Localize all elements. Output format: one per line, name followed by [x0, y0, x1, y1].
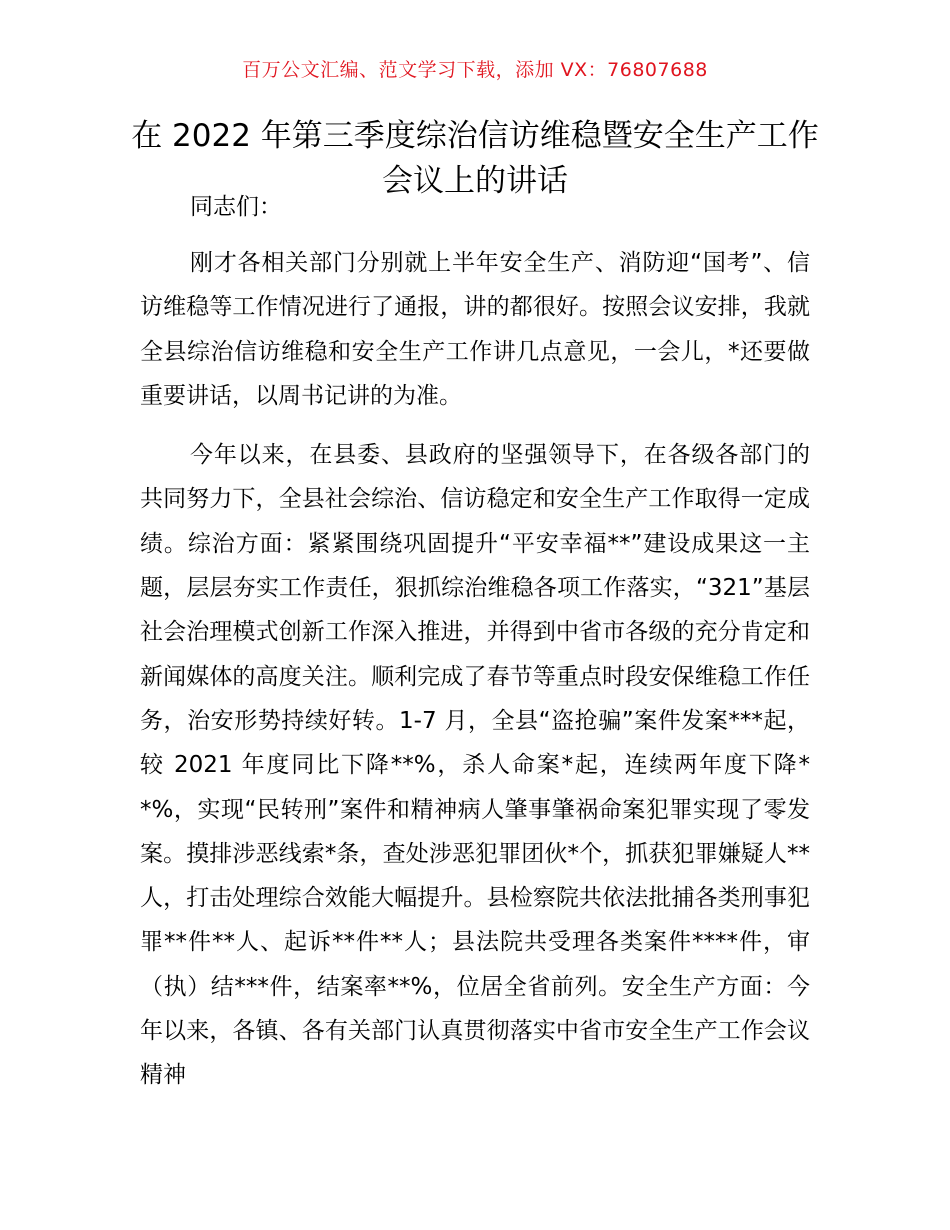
document-title: 在 2022 年第三季度综治信访维稳暨安全生产工作会议上的讲话 [131, 118, 819, 199]
paragraph-achievements: 今年以来，在县委、县政府的坚强领导下，在各级各部门的共同努力下，全县社会综治、信访稳定和安全生产工作取得一定成绩。综治方面：紧紧围绕巩固提升“平安幸福**”建设成果这一主题，层层夯实工作责任，狠抓综治维稳各项工作落实，“321”基层社会治理模式创新工作深入推进，并得到中省市各级的充分肯定和新闻媒体的高度关注。顺利完成了春节等重点时段安保维稳工作任务，治安形势持续好转。1-7 月，全县“盗抢骗”案件发案***起，较 2021 年度同比下降**%，杀人命案*起，连续两年度下降**%，实现“民转刑”案件和精神病人肇事肇祸命案犯罪实现了零发案。摸排涉恶线索*条，查处涉恶犯罪团伙*个，抓获犯罪嫌疑人**人，打击处理综合效能大幅提升。县检察院共依法批捕各类刑事犯罪**件**人、起诉**件**人；县法院共受理各类案件****件，审（执）结***件，结案率**%，位居全省前列。安全生产方面：今年以来，各镇、各有关部门认真贯彻落实中省市安全生产工作会议精神 [140, 442, 810, 1089]
salutation: 同志们： [190, 194, 282, 220]
header-watermark-note: 百万公文汇编、范文学习下载，添加 VX：76807688 [242, 59, 708, 81]
paragraph-opening: 刚才各相关部门分别就上半年安全生产、消防迎“国考”、信访维稳等工作情况进行了通报，讲的都很好。按照会议安排，我就全县综治信访维稳和安全生产工作讲几点意见，一会儿，*还要做重要讲话，以周书记讲的为准。 [140, 250, 810, 409]
document-body [140, 186, 810, 1113]
